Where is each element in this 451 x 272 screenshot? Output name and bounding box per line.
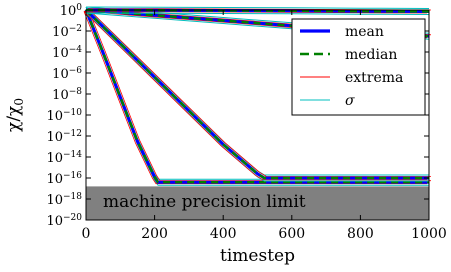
x-tick-label: 0: [81, 226, 91, 242]
y-axis-label-subscript: 0: [12, 98, 26, 106]
y-tick-label: $10^{-12}$: [46, 129, 82, 145]
y-tick-label: $10^{-10}$: [46, 108, 82, 124]
legend-label-extrema: extrema: [345, 70, 404, 86]
legend-label-median: median: [345, 47, 398, 63]
x-tick-label: 400: [209, 226, 237, 242]
x-tick-label: 800: [347, 226, 374, 242]
legend: [292, 19, 425, 115]
y-tick-label: $10^{-8}$: [52, 87, 82, 103]
legend-label-sigma: σ: [345, 93, 355, 109]
y-tick-label: $10^{-4}$: [52, 45, 82, 61]
y-tick-label: $10^{-2}$: [52, 24, 82, 40]
x-tick-label: 200: [141, 226, 168, 242]
machine-precision-label: machine precision limit: [103, 192, 306, 212]
y-axis-label: [4, 98, 26, 132]
y-tick-label: $10^{-14}$: [46, 150, 82, 166]
y-tick-label: $10^{-20}$: [46, 213, 82, 229]
y-tick-label: $10^0$: [59, 3, 82, 19]
x-axis-label: timestep: [220, 246, 295, 266]
y-tick-label: $10^{-16}$: [46, 171, 82, 187]
y-tick-label: $10^{-6}$: [52, 66, 82, 82]
y-tick-label: $10^{-18}$: [46, 192, 82, 208]
x-tick-label: 600: [278, 226, 306, 242]
y-axis-label-base: χ/χ: [4, 105, 24, 132]
x-tick-label: 1000: [411, 226, 447, 242]
legend-label-mean: mean: [345, 24, 384, 40]
